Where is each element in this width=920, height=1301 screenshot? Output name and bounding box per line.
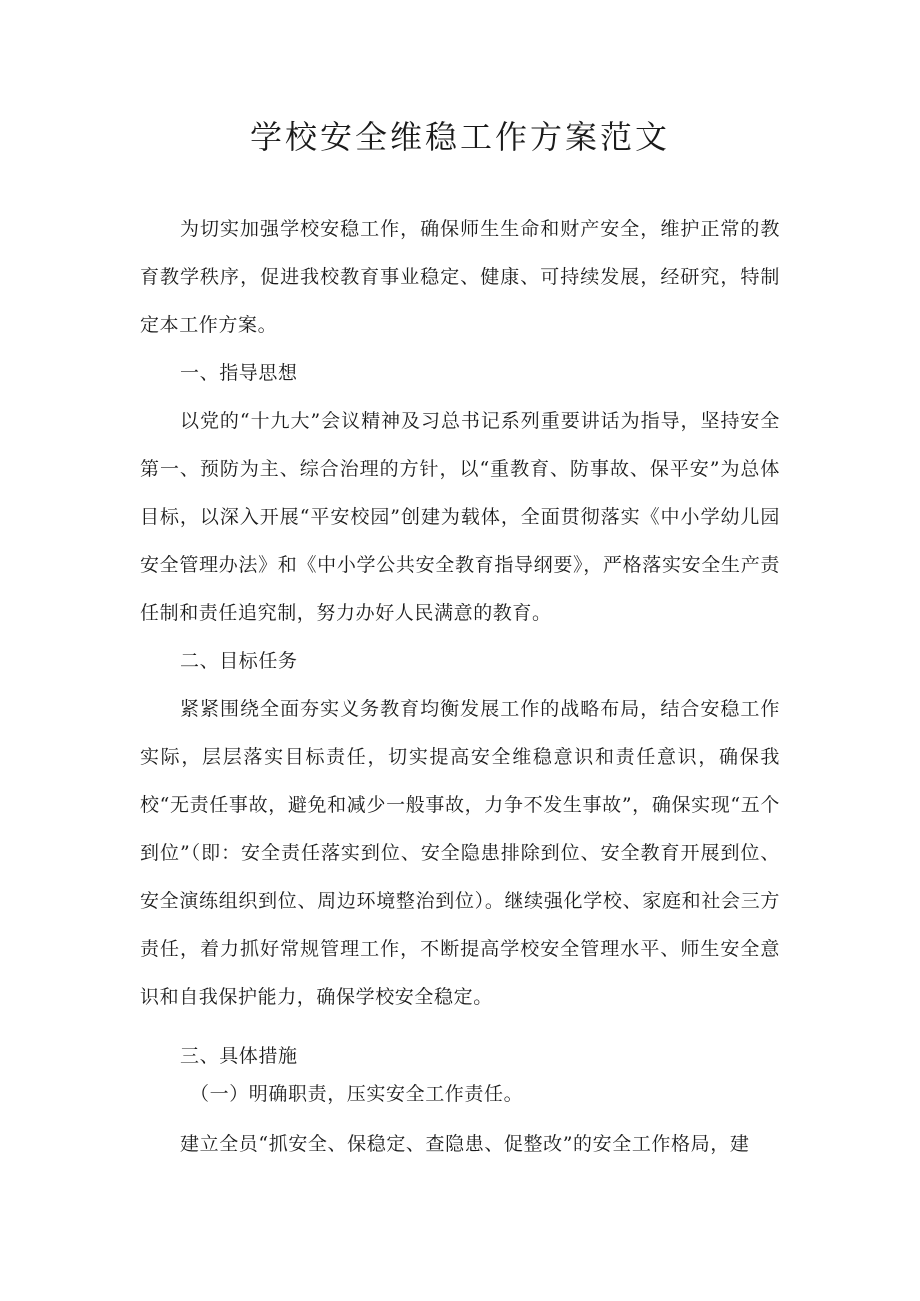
guiding-thought-paragraph: 以党的“十九大”会议精神及习总书记系列重要讲话为指导，坚持安全第一、预防为主、综合治理的方针，以“重教育、防事故、保平安”为总体目标，以深入开展“平安校园”创建为载体，全面贯彻落实《中小学幼儿园安全管理办法》和《中小学公共安全教育指导纲要》，严格落实安全生产责任制和责任追究制，努力办好人民满意的教育。 — [140, 410, 780, 624]
measures-subheading-1: （一）明确职责，压实安全工作责任。 — [190, 1083, 524, 1105]
intro-paragraph: 为切实加强学校安稳工作，确保师生生命和财产安全，维护正常的教育教学秩序，促进我校教育事业稳定、健康、可持续发展，经研究，特制定本工作方案。 — [140, 218, 780, 336]
section-heading-measures: 三、具体措施 — [180, 1045, 298, 1067]
section-heading-goals: 二、目标任务 — [180, 650, 298, 672]
goals-paragraph: 紧紧围绕全面夯实义务教育均衡发展工作的战略布局，结合安稳工作实际，层层落实目标责任，切实提高安全维稳意识和责任意识，确保我校“无责任事故，避免和减少一般事故，力争不发生事故”，确保实现“五个到位”（即：安全责任落实到位、安全隐患排除到位、安全教育开展到位、安全演练组织到位、周边环境整治到位）。继续强化学校、家庭和社会三方责任，着力抓好常规管理工作，不断提高学校安全管理水平、师生安全意识和自我保护能力，确保学校安全稳定。 — [140, 698, 780, 1008]
measures-paragraph: 建立全员“抓安全、保稳定、查隐患、促整改”的安全工作格局，建 — [180, 1133, 750, 1155]
section-heading-guiding-thought: 一、指导思想 — [180, 362, 298, 384]
document-title: 学校安全维稳工作方案范文 — [249, 118, 670, 156]
